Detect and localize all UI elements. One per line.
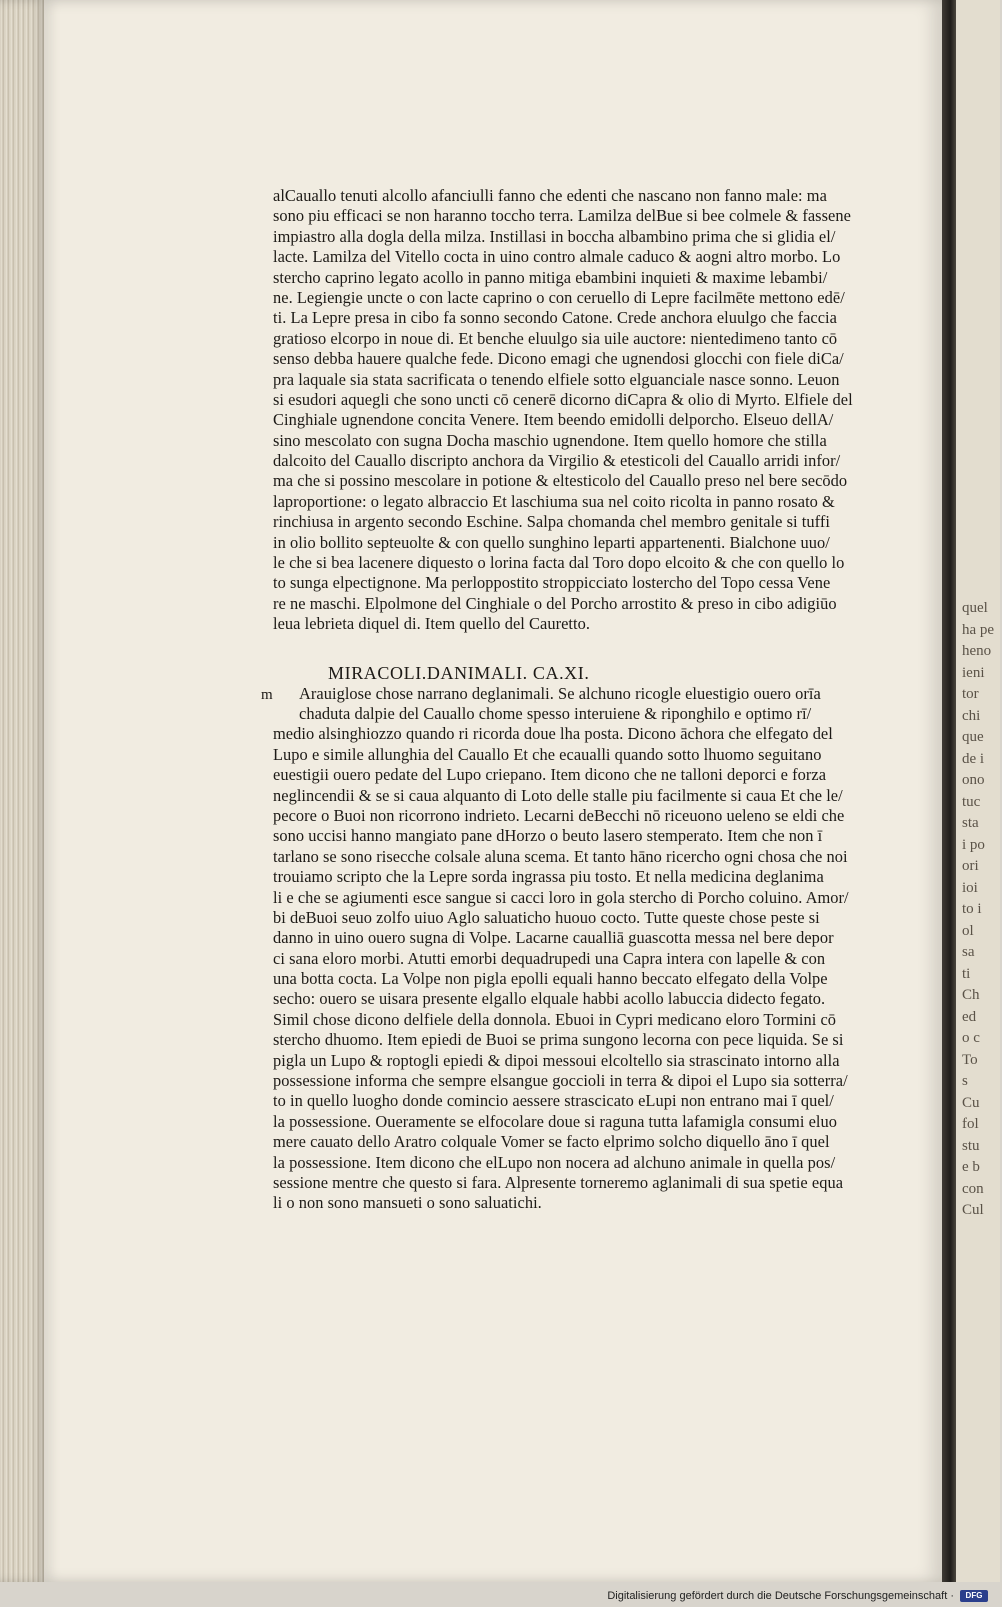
- text-line: pecore o Buoi non ricorrono indrieto. Lecarni deBecchi nō riceuono ueleno se eldi che: [273, 805, 845, 825]
- text-line: Lupo e simile allunghia del Cauallo Et che ecaualli quando sotto lhuomo seguitano: [273, 744, 822, 764]
- page-edges: [0, 0, 46, 1582]
- facing-page-fragment: heno: [962, 643, 992, 659]
- text-line: dalcoito del Cauallo discripto anchora da Virgilio & etesticoli del Cauallo arridi infor/: [273, 451, 841, 471]
- facing-page-fragment: con: [962, 1180, 984, 1197]
- text-line: rinchiusa in argento secondo Eschine. Salpa chomanda chel membro genitale si tuffi: [273, 512, 830, 532]
- text-line: secho: ouero se uisara presente elgallo elquale habbi acollo labuccia didecto fegato.: [273, 989, 826, 1009]
- text-line: mere cauato dello Aratro colquale Vomer se facto elprimo solcho diquello āno ī quel: [273, 1132, 830, 1152]
- text-line: si esudori aquegli che sono uncti cō cenerē dicorno diCapra & olio di Myrto. Elfiele del: [273, 389, 853, 409]
- text-line: stercho dhuomo. Item epiedi de Buoi se prima sungono lecorna con pece liquida. Se si: [273, 1030, 844, 1050]
- text-line: ci sana eloro morbi. Atutti emorbi dequadrupedi una Capra intera con lapelle & con: [273, 948, 826, 968]
- section-paragraph: [261, 683, 873, 1214]
- facing-page-fragment: ono: [962, 772, 985, 788]
- facing-page-fragment: ti: [962, 965, 971, 982]
- text-line: trouiamo scripto che la Lepre sorda ingrassa piu tosto. Et nella medicina deglanima: [273, 867, 824, 887]
- text-line: una botta cocta. La Volpe non pigla epolli equali hanno beccato elfegato della Volpe: [273, 969, 828, 989]
- text-line: chaduta dalpie del Cauallo chome spesso interuiene & riponghilo e optimo rī/: [299, 703, 812, 723]
- text-line: stercho caprino legato acollo in panno mitiga ebambini inquieti & maxime lebambi/: [273, 267, 828, 287]
- text-line: sono piu efficaci se non haranno toccho terra. Lamilza delBue si bee colmele & fassene: [273, 206, 851, 226]
- text-line: possessione informa che sempre elsangue gocciolі in terra & dipoi el Lupo sia sotterra/: [273, 1071, 848, 1091]
- text-line: tarlano se sono risecche colsale aluna scema. Et tanto hāno ricercho ogni chosa che noi: [273, 846, 848, 866]
- text-line: pigla un Lupo & roptogli epiedi & dipoi messoui elcoltello sia strascinato intorno alla: [273, 1050, 840, 1070]
- text-line: ma che si possino mescolare in potione & eltesticolo del Cauallo preso nel bere secōdo: [273, 471, 848, 491]
- chapter-heading: MIRACOLI.DANIMALI. CA.XI.: [328, 662, 590, 683]
- text-line: la possessione. Item dicono che elLupo non nocera ad alchuno animale in quella pos/: [273, 1152, 836, 1172]
- facing-page-fragment: ioi: [962, 879, 978, 896]
- text-line: gratioso elcorpo in noue di. Et benche eluulgo sia uile auctore: nientedimeno tanto cō: [273, 328, 838, 348]
- facing-page-fragment: ieni: [962, 664, 985, 681]
- text-line: to in quello luogho donde comincio aessere strascicato eLupi non entrano mai ī quel/: [273, 1091, 834, 1111]
- facing-page-fragment: fol: [962, 1116, 979, 1132]
- text-line: la possessione. Oueramente se elfocolare doue si raguna tutta lafamigla consumi eluo: [273, 1111, 838, 1131]
- page-text: [261, 186, 873, 1214]
- text-line-content: Arauiglose chose narrano deglanimali. Se alchuno ricogle eluestigio ouero orīa: [299, 683, 821, 703]
- facing-page-fragment: e b: [962, 1159, 980, 1175]
- text-line: ti. La Lepre presa in cibo fa sonno secondo Catone. Crede anchora eluulgo che faccia: [273, 308, 837, 328]
- facing-page-fragment: sa: [962, 944, 975, 960]
- facing-page-fragment: tor: [962, 686, 979, 702]
- text-line: leua lebrieta diquel di. Item quello del Cauretto.: [273, 614, 591, 634]
- facing-page-fragment: Ch: [962, 987, 980, 1003]
- text-line: to sunga elpectignone. Ma perloppostito stroppicciato lostercho del Topo cessa Vene: [273, 573, 831, 593]
- text-line: Simil chose dicono delfiele della donnola. Ebuoi in Cypri medicano eloro Tormini cō: [273, 1009, 837, 1029]
- text-line: re ne maschi. Elpolmone del Cinghiale o del Porcho arrostito & preso in cibo adigiūo: [273, 593, 837, 613]
- text-line: senso debba hauere qualche fede. Dicono emagi che ugnendosi glocchi con fiele diCa/: [273, 349, 844, 369]
- text-line: li e che se agiumenti esce sangue si cacci loro in gola stercho di Porcho coluino. Amor/: [273, 887, 849, 907]
- facing-page-fragment: stu: [962, 1137, 980, 1154]
- facing-page-fragment: s: [962, 1073, 968, 1089]
- dfg-logo-icon: DFG: [960, 1590, 988, 1602]
- facing-page-fragment: sta: [962, 815, 979, 831]
- digitization-footer: [607, 1588, 988, 1604]
- facing-page-fragment: ed: [962, 1008, 977, 1025]
- facing-page-fragment: de i: [962, 750, 985, 767]
- facing-page-fragment: Cu: [962, 1094, 980, 1111]
- facing-page-fragment: quel: [962, 600, 988, 616]
- text-line: neglincendii & se si caua alquanto di Loto delle stalle piu facilmente si caua Et che le/: [273, 785, 843, 805]
- body-paragraph: [273, 186, 873, 635]
- facing-page-fragment: ori: [962, 858, 979, 874]
- text-line: Cinghiale ugnendone concita Venere. Item beendo emidolli delporcho. Elseuo dellA/: [273, 410, 834, 430]
- facing-page-fragment: tuc: [962, 793, 981, 810]
- text-line: alCauallo tenuti alcollo afanciulli fanno che edenti che nascano non fanno male: ma: [273, 186, 827, 205]
- footer-text: Digitalisierung gefördert durch die Deutsche Forschungsgemeinschaft ·: [607, 1590, 954, 1602]
- text-line: sono uccisi hanno mangiato pane dHorzo o beuto lasero stemperato. Item che non ī: [273, 826, 823, 846]
- facing-page-fragment: i po: [962, 836, 985, 853]
- initial-guide-letter: m: [261, 686, 273, 703]
- facing-page-fragment: ol: [962, 922, 974, 939]
- text-line: li o non sono mansueti o sono saluatichi.: [273, 1193, 542, 1213]
- facing-page-fragment: To: [962, 1051, 978, 1068]
- text-line: laproportione: o legato albraccio Et laschiuma sua nel coito ricolta in panno rosato &: [273, 491, 835, 511]
- facing-page-fragment: to i: [962, 901, 982, 917]
- facing-page-fragment: que: [962, 729, 984, 745]
- text-line: le che si bea lacenere diquesto o lorina facta dal Toro dopo elcoito & che con quello lo: [273, 553, 845, 573]
- text-line: ne. Legiengie uncte o con lacte caprino o con ceruello di Lepre facilmēte mettono edē/: [273, 287, 845, 307]
- facing-page-fragment: ha pe: [962, 621, 995, 638]
- facing-page-edge: [956, 0, 1000, 1582]
- text-line: pra laquale sia stata sacrificata o tenendo elfiele sotto elguanciale nasce sonno. Leuon: [273, 369, 840, 389]
- text-line: lacte. Lamilza del Vitello cocta in uino contro almale caduco & aogni altro morbo. Lo: [273, 247, 841, 267]
- facing-page-fragment: o c: [962, 1030, 980, 1046]
- text-line: impiastro alla dogla della milza. Instillasi in boccha albambino prima che si glidia el/: [273, 226, 836, 246]
- text-line: in olio bollito septeuolte & con quello sunghino leparti appartenenti. Bialchone uuo/: [273, 532, 830, 552]
- text-line: bi deBuoi seuo zolfo uiuo Aglo saluaticho huouo cocto. Tutte queste chose peste si: [273, 907, 820, 927]
- facing-page-fragment: chi: [962, 707, 981, 724]
- text-line: sessione mentre che questo si fara. Alpresente torneremo aglanimali di sua spetie equa: [273, 1172, 844, 1192]
- text-line: euestigii ouero pedate del Lupo criepano. Item dicono che ne talloni deporci e forza: [273, 765, 827, 785]
- book-gutter: [942, 0, 956, 1582]
- facing-page-fragment: Cul: [962, 1202, 984, 1218]
- text-line: sino mescolato con sugna Docha maschio ugnendone. Item quello homore che stilla: [273, 430, 827, 450]
- text-line: danno in uino ouero sugna di Volpe. Lacarne caualliā guascotta messa nel bere depor: [273, 928, 834, 948]
- text-line: medio alsinghiozzo quando ri ricorda doue lha posta. Dicono āchora che elfegato del: [273, 724, 833, 744]
- text-line: [261, 683, 873, 704]
